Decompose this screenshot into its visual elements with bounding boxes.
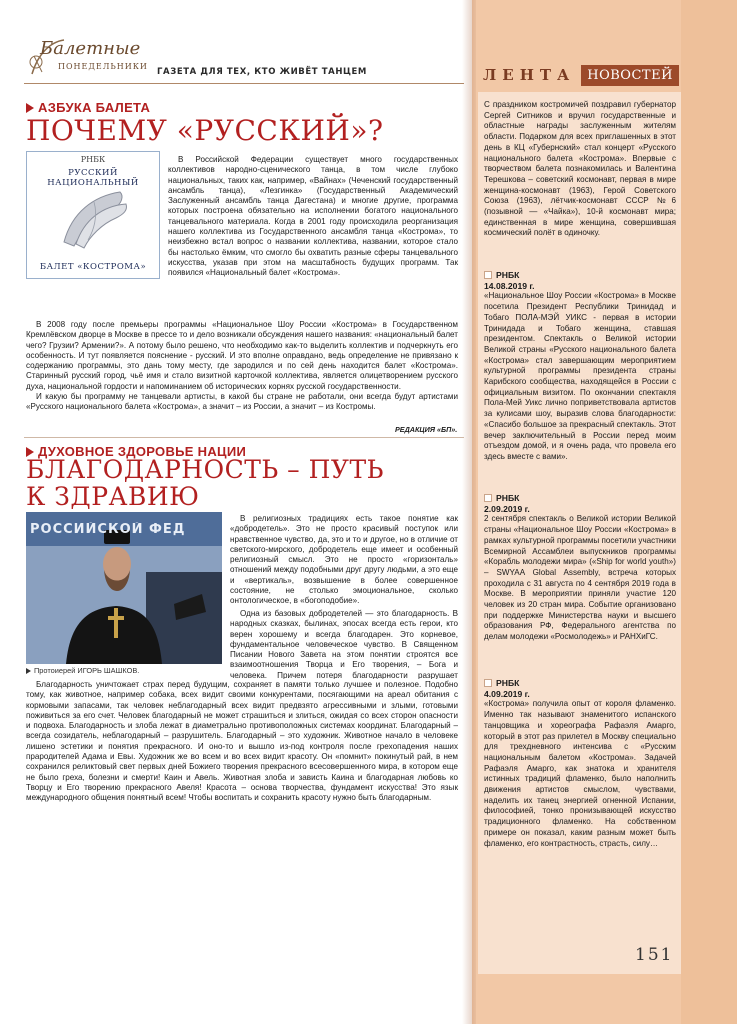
- news-source: РНБК: [484, 493, 676, 504]
- article1-headline: ПОЧЕМУ «РУССКИЙ»?: [26, 114, 384, 147]
- news-source: РНБК: [484, 678, 676, 689]
- news-feed-title-word: ЛЕНТА: [483, 66, 576, 84]
- article2-body: [26, 680, 458, 804]
- news-text: «Кострома» получила опыт от короля фламенко. Именно так называют знаменитого испанского танцовщика и хореографа Рафаэля Амарго, который в этот раз прилетел в Москву специально для трехдневного интенсива с «Русским национальным балетом «Кострома». Задачей Рафаэля Амарго, как знатока и хранителя истинных традиций фламенко, было наполнить движения артистов смыслом, чувствами, наделить их танец энергией огненной Испании, философией, тонко пронизывающей искусство традиционного фламенко. На собственном примере он показал, каким разным может быть фламенко, его контрастность, страсть, силу…: [484, 699, 676, 848]
- rnbk-logo-line1: РУССКИЙ НАЦИОНАЛЬНЫЙ: [47, 168, 139, 188]
- news-date: 4.09.2019 г.: [484, 688, 530, 699]
- priest-photo: [26, 512, 222, 664]
- header-divider: [24, 83, 464, 84]
- news-date: 2.09.2019 г.: [484, 503, 530, 514]
- rnbk-logo: [26, 151, 160, 279]
- rnbk-logo-line2: БАЛЕТ «КОСТРОМА»: [39, 262, 147, 272]
- page-fold-shadow: [462, 0, 476, 1024]
- news-feed-title-box: НОВОСТЕЙ: [581, 65, 679, 86]
- article2-rubric: ДУХОВНОЕ ЗДОРОВЬЕ НАЦИИ: [26, 444, 246, 459]
- news-intro: С праздником костромичей поздравил губернатор Сергей Ситников и вручил государственные и областные награды заслуженным жителям области. Подарком для всех приглашенных в этот день в КЦ «Губернский» стал концерт «Русского национального балета «Кострома». Впервые с творчеством балета познакомилась и Валентина Терешкова – советский космонавт, первая в мире женщина-космонавт (1963), Герой Советского Союза (1963), лётчик-космонавт СССР №6 (позывной — «Чайка»), 10-й космонавт мира; единственная в мире женщина, совершившая космический полёт в одиночку.: [484, 100, 676, 238]
- news-text: 2 сентября спектакль о Великой истории Великой страны «Национальное Шоу России «Кострома» в рамках культурной программы посетили участники Всемирной Ассамблеи выпускников программы «Корабль молодежи мира» («Ship for world youth») – SWYAA Global Assembly, встреча которых проходила с 31 августа по 4 сентября 2019 года в Москве. В мероприятии приняли участие 120 человек из 20 стран мира. Событие организовано при поддержке Министерства науки и высшего образования РФ, Федерального агентства по делам молодежи «Росмолодежь» и РАНХиГС.: [484, 514, 676, 642]
- photo-caption: Протоиерей ИГОРЬ ШАШКОВ.: [26, 666, 139, 675]
- article2-intro: [230, 514, 458, 607]
- article1-byline: РЕДАКЦИЯ «БП».: [395, 425, 458, 434]
- article2-paragraph: В религиозных традициях есть такое понятие как «добродетель». Это не просто красивый поступок или нравственное чувство, да, это и то и другое, но в отличие от светского-мирского, добродетель еще имеет и особенный религиозный смысл. Это не просто «горизонталь» отношений между подобными друг другу людьми, а это еще и «вертикаль», возвышение в более совершенное состояние, не столько эмоциональное, сколько онтологическое, в «богоподобие».: [230, 514, 458, 606]
- newspaper-tagline: ГАЗЕТА ДЛЯ ТЕХ, КТО ЖИВЁТ ТАНЦЕМ: [157, 67, 367, 77]
- news-item: [484, 678, 676, 849]
- article1-paragraph: В Российской Федерации существует много государственных коллективов народно-сценического танца, в том числе глубоко национальных, таких как, например, «Вайнах» (Чеченский государственный ансамбль танца), «Лезгинка» (Государственный Академический Заслуженный ансамбль танца Дагестана) и многие другие, программа которых построена обязательно на исполнении богатого национального танцевального материала. Когда в 2001 году происходила реорганизация нашего коллектива из Государственного ансамбля танца «Кострома», то неизбежно встал вопрос о названии коллектива, названии, которое стало бы настолько ёмким, что смогло бы охватить разные сферы танцевального искусства, указав при этом на масштабность будущих программ. Так появился «Национальный балет «Кострома».: [168, 155, 458, 278]
- article1-rubric: АЗБУКА БАЛЕТА: [26, 100, 150, 115]
- news-text: «Национальное Шоу России «Кострома» в Москве посетила Президент Республики Тринидад и Тобаго ПОЛА-МЭЙ УИКС - первая в истории Тринидада и Тобаго женщина, ставшая президентом. Спектакль о Великой истории Великой страны «Русского национального балета «Кострома» стал завершающим мероприятием культурной программы президента страны Карибского сообщества, находящейся в России с официальным визитом. По окончании спектакля Пола-Мей Уикс лично поприветствовала артистов за кулисами шоу, выразив слова благодарности: «Спасибо большое за прекрасный спектакль. Этот вечер заключительный в России перед моим отъездом домой, и я очень рада, что провела его здесь вместе с вами».: [484, 291, 676, 461]
- news-item: [484, 493, 676, 643]
- pointe-shoes-icon: [54, 182, 134, 254]
- article2-paragraph-start: Одна из базовых добродетелей — это благодарность. В народных сказках, былинах, эпосах всегда есть герои, кто верен хорошему и всегда благодарен. Это корневое, фундаментальное человеческое чувство. В Священном Писании Нового Завета на этом понятии строятся все взаимоотношения Творца и Его творения, – Бога и человека. Причем потеря благодарности разрушает: [230, 609, 458, 679]
- bullet-square-icon: [484, 679, 492, 687]
- rubric-triangle-icon: [26, 103, 34, 113]
- article1-body: [26, 320, 458, 413]
- article-divider: [24, 437, 464, 438]
- caption-triangle-icon: [26, 668, 31, 674]
- news-date: 14.08.2019 г.: [484, 280, 535, 291]
- logo-subtitle: ПОНЕДЕЛЬНИКИ: [58, 62, 148, 71]
- article1-paragraph: И какую бы программу не танцевали артисты, в какой бы стране не работали, они всегда будут артистами «Русского национального балета «Кострома», а значит – из России, а значит – из Костромы.: [26, 392, 458, 412]
- news-item: [484, 270, 676, 463]
- article2-headline: БЛАГОДАРНОСТЬ – ПУТЬ К ЗДРАВИЮ: [26, 455, 385, 511]
- rnbk-abbr: РНБК: [80, 155, 106, 164]
- news-source: РНБК: [484, 270, 676, 281]
- bullet-square-icon: [484, 494, 492, 502]
- article1-paragraph: В 2008 году после премьеры программы «Национальное Шоу России «Кострома» в Государственном Кремлёвском дворце в Москве в прессе то и дело возникали обсуждения нашего названия: «национальный балет чего? Грузии? Армении?». А потому было решено, что необходимо как-то выделить коллектив и подчеркнуть его особенность. И тут появляется пояснение - русский. И это вполне оправдано, ведь определение не привязано к содержанию программы, это дань тому месту, где зародился и по сей день находится балет «Кострома». Старинный русский город, чьё имя и стало визитной карточкой коллектива, является олицетворением русского духа, национальной гордости и напоминанием об исторических корнях русской государственности.: [26, 320, 458, 391]
- sidebar-edge-strip: [681, 0, 737, 1024]
- news-feed-title: [483, 62, 679, 88]
- page-number: 151: [635, 945, 674, 965]
- bullet-square-icon: [484, 271, 492, 279]
- photo-backdrop-text: РОССИЙСКОЙ ФЕД: [30, 522, 186, 537]
- article2-paragraph: Благодарность уничтожает страх перед будущим, сохраняет в памяти только лучшее и полезное. Подобно тому, как животное, например собака, всех видит своими конкурентами, посягающими на ареал обитания с кормовыми запасами, так человек неблагодарный всех видит предвзято агрессивными и злыми, готовыми поживиться за его счет. Человек благодарный не может страшиться и злиться, ожидая со всех сторон опасности и подвоха. Благодарность и злоба лежат в диаметрально противоположных системах координат. Благодарный – всегда созидатель, неблагодарный – разрушитель. Благодарный – это художник. Животное начало в человеке лишено эстетики и понятия прекрасного. И оно-то и вышло из-под контроля после грехопадения наших прародителей Адама и Евы. Художник же во всем и во всех видит красоту. Он «помнит» покинутый рай, в нем сохранился реликтовый свет первых дней Божиего творения прекрасного всесовершенного мира, в котором еще не было греха, болезни и смерти! Каин и Авель. Животная злоба и зависть Каина и благодарная любовь ко Творцу и Его творению прекрасного Авеля! Красота – основа творчества, фундамент искусства! Это язык международного общения понятный всем! Чтобы воспитать и сохранить красоту нужно быть благодарным.: [26, 680, 458, 803]
- logo-title: Балетные: [40, 38, 141, 59]
